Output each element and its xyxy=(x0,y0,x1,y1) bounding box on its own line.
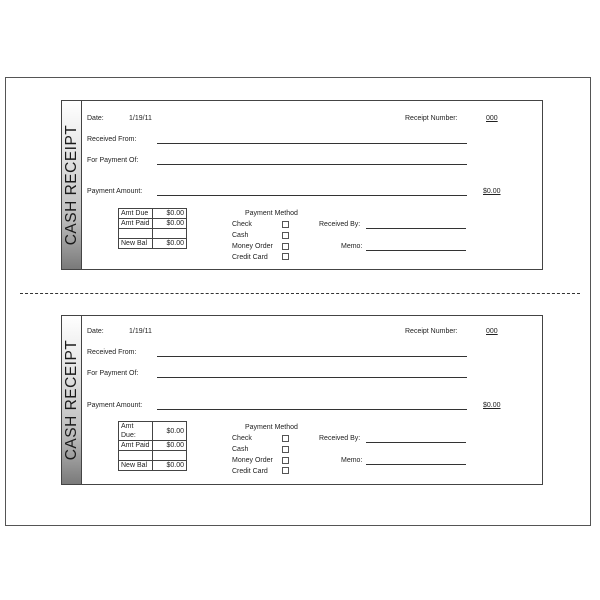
money-order-checkbox[interactable] xyxy=(282,457,289,464)
method-check-label: Check xyxy=(232,221,252,228)
memo-label: Memo: xyxy=(341,457,363,464)
received-by-label: Received By: xyxy=(319,435,361,442)
payment-amount-field[interactable] xyxy=(157,195,467,196)
cash-receipt-1 xyxy=(61,100,543,270)
received-by-label: Received By: xyxy=(319,221,361,228)
memo-label: Memo: xyxy=(341,243,363,250)
amt-paid-value[interactable]: $0.00 xyxy=(153,441,187,451)
received-by-field[interactable] xyxy=(366,228,466,229)
table-row xyxy=(119,441,187,451)
date-label: Date: xyxy=(87,328,104,335)
credit-card-checkbox[interactable] xyxy=(282,253,289,260)
received-from-field[interactable] xyxy=(157,143,467,144)
payment-method-label: Payment Method xyxy=(245,424,298,431)
payment-amount-label: Payment Amount: xyxy=(87,402,143,409)
date-value[interactable]: 1/19/11 xyxy=(129,115,152,122)
table-row xyxy=(119,209,187,219)
payment-amount-field[interactable] xyxy=(157,409,467,410)
method-cash-label: Cash xyxy=(232,446,249,453)
method-money-order-label: Money Order xyxy=(232,243,273,250)
received-by-field[interactable] xyxy=(366,442,466,443)
blank-value-cell[interactable] xyxy=(153,229,187,239)
for-payment-of-field[interactable] xyxy=(157,164,467,165)
receipt-number-label: Receipt Number: xyxy=(405,328,458,335)
receipt-number-value[interactable]: 000 xyxy=(486,328,498,335)
received-from-field[interactable] xyxy=(157,356,467,357)
blank-label-cell xyxy=(119,451,153,461)
for-payment-of-label: For Payment Of: xyxy=(87,157,139,164)
for-payment-of-label: For Payment Of: xyxy=(87,370,139,377)
amt-due-label: Amt Due xyxy=(119,209,153,219)
method-credit-card-label: Credit Card xyxy=(232,254,268,261)
amt-due-value[interactable]: $0.00 xyxy=(153,209,187,219)
received-from-label: Received From: xyxy=(87,136,137,143)
new-bal-label: New Bal xyxy=(119,461,153,471)
receipt-sidebar xyxy=(61,315,82,485)
payment-amount-value: $0.00 xyxy=(483,188,501,195)
payment-amount-value: $0.00 xyxy=(483,402,501,409)
receipt-sidebar xyxy=(61,100,82,270)
memo-field[interactable] xyxy=(366,464,466,465)
blank-value-cell[interactable] xyxy=(153,451,187,461)
date-label: Date: xyxy=(87,115,104,122)
cut-line xyxy=(20,293,580,294)
method-money-order-label: Money Order xyxy=(232,457,273,464)
table-row xyxy=(119,451,187,461)
method-cash-label: Cash xyxy=(232,232,249,239)
receipt-title: CASH RECEIPT xyxy=(62,339,80,461)
amt-due-label: Amt Due: xyxy=(119,422,153,441)
receipt-number-label: Receipt Number: xyxy=(405,115,458,122)
date-value[interactable]: 1/19/11 xyxy=(129,328,152,335)
payment-amount-label: Payment Amount: xyxy=(87,188,143,195)
amt-paid-label: Amt Paid xyxy=(119,441,153,451)
receipt-number-value[interactable]: 000 xyxy=(486,115,498,122)
for-payment-of-field[interactable] xyxy=(157,377,467,378)
amounts-table xyxy=(118,421,187,471)
cash-checkbox[interactable] xyxy=(282,232,289,239)
table-row xyxy=(119,219,187,229)
new-bal-value[interactable]: $0.00 xyxy=(153,461,187,471)
receipt-body xyxy=(82,315,543,485)
table-row xyxy=(119,229,187,239)
amt-due-value[interactable]: $0.00 xyxy=(153,422,187,441)
credit-card-checkbox[interactable] xyxy=(282,467,289,474)
receipt-page xyxy=(5,77,591,526)
new-bal-value[interactable]: $0.00 xyxy=(153,239,187,249)
payment-method-label: Payment Method xyxy=(245,210,298,217)
check-checkbox[interactable] xyxy=(282,221,289,228)
method-check-label: Check xyxy=(232,435,252,442)
new-bal-label: New Bal xyxy=(119,239,153,249)
blank-label-cell xyxy=(119,229,153,239)
amt-paid-label: Amt Paid xyxy=(119,219,153,229)
memo-field[interactable] xyxy=(366,250,466,251)
table-row xyxy=(119,461,187,471)
check-checkbox[interactable] xyxy=(282,435,289,442)
cash-checkbox[interactable] xyxy=(282,446,289,453)
amt-paid-value[interactable]: $0.00 xyxy=(153,219,187,229)
table-row xyxy=(119,239,187,249)
amounts-table xyxy=(118,208,187,249)
table-row xyxy=(119,422,187,441)
received-from-label: Received From: xyxy=(87,349,137,356)
money-order-checkbox[interactable] xyxy=(282,243,289,250)
receipt-title: CASH RECEIPT xyxy=(62,124,80,246)
cash-receipt-2 xyxy=(61,315,543,485)
receipt-body xyxy=(82,100,543,270)
method-credit-card-label: Credit Card xyxy=(232,468,268,475)
